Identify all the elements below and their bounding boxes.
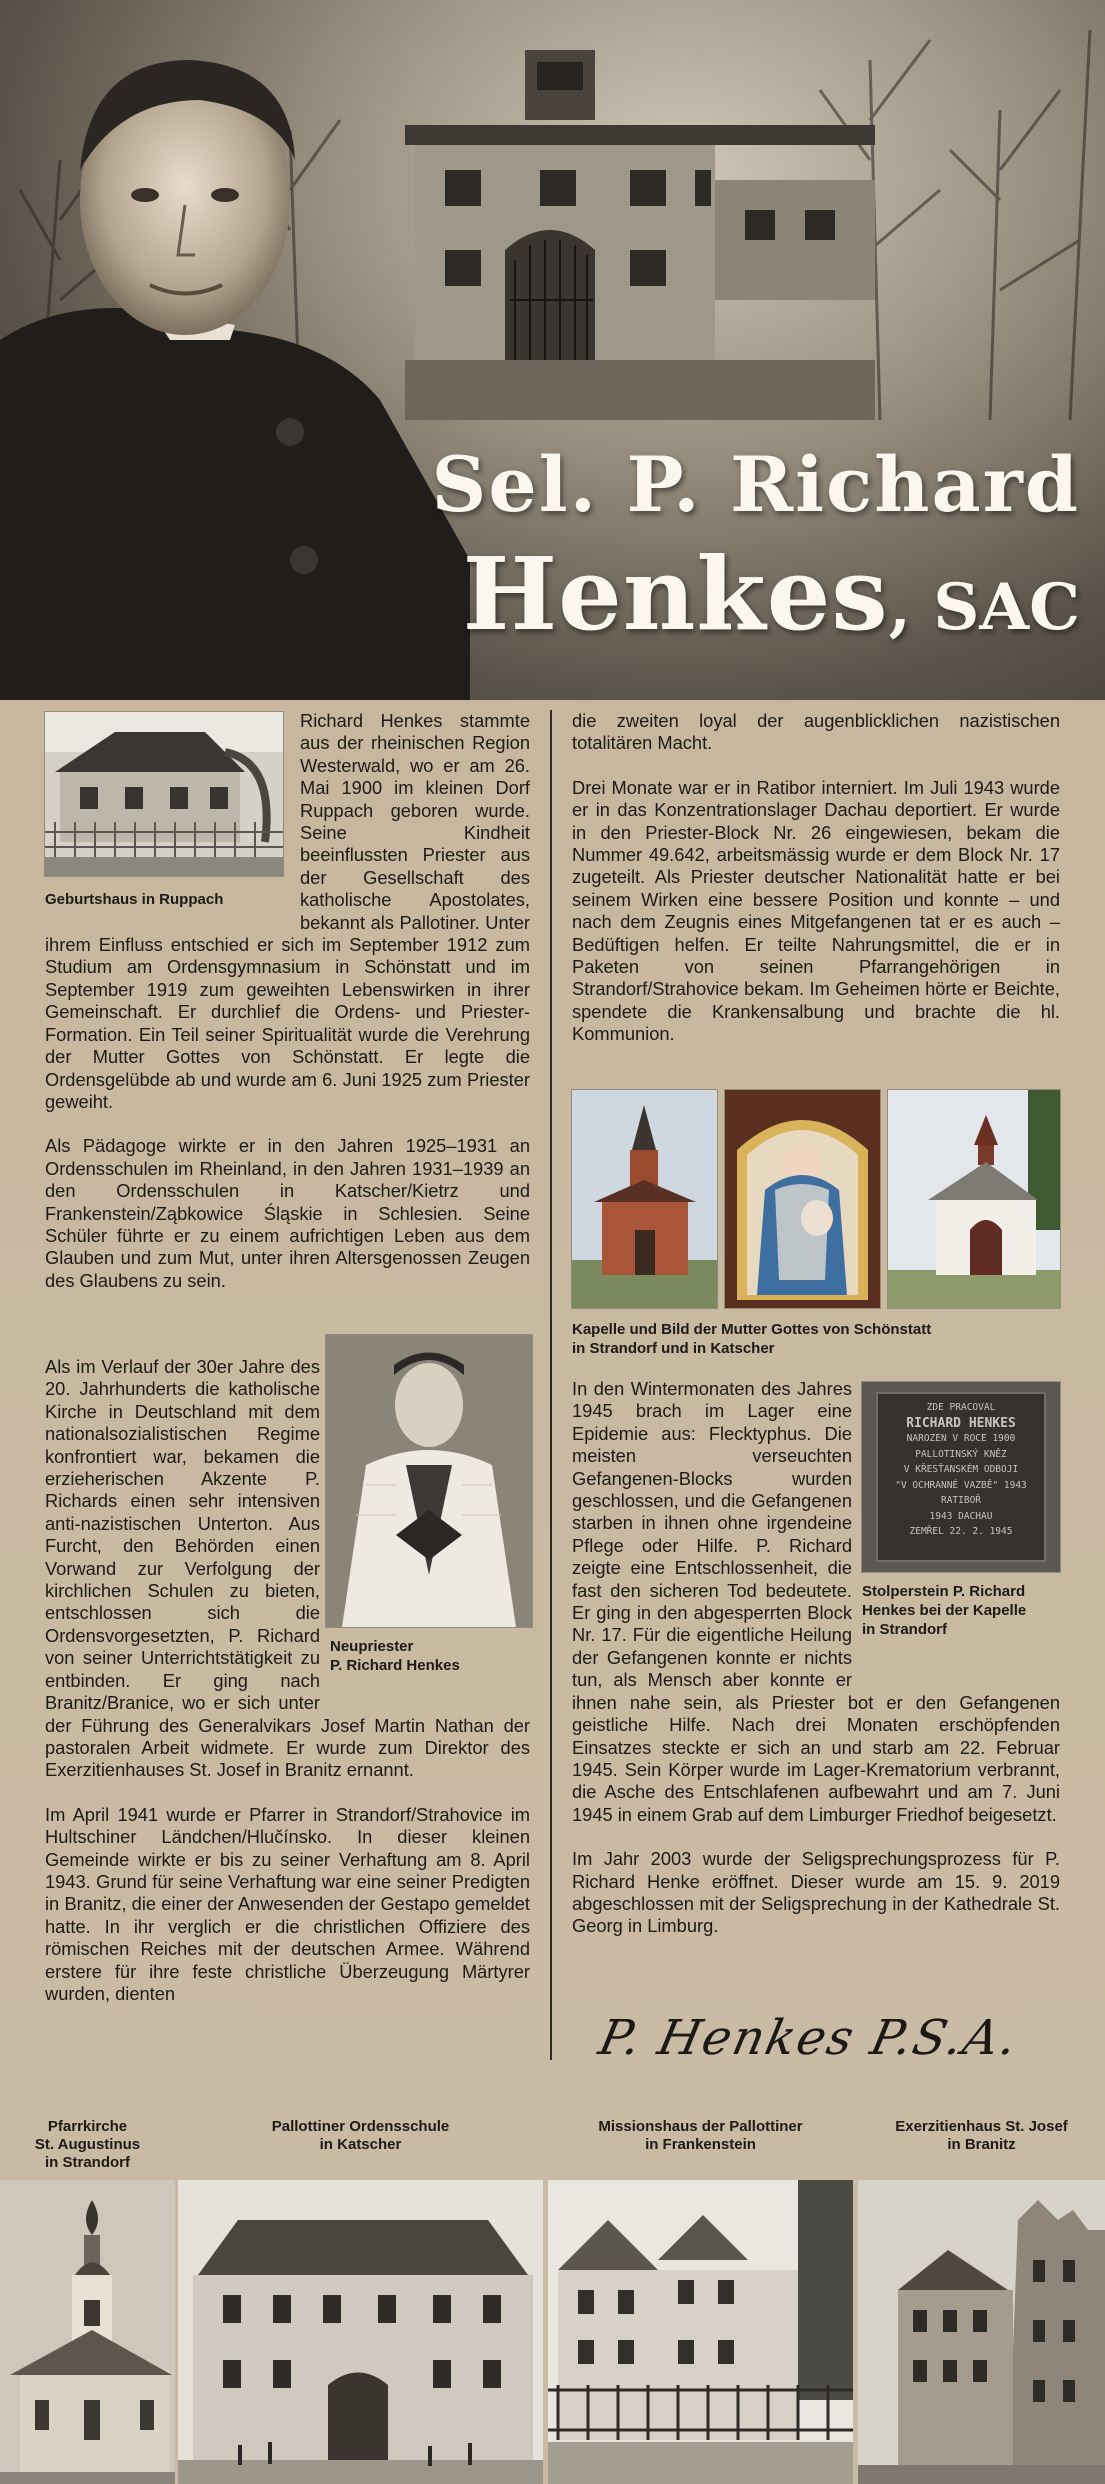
stone-line-3: NAROZEN V ROCE 1900 [906,1433,1016,1444]
right-column-bottom [572,1378,1060,1960]
caption-pfarrkirche [0,2118,175,2172]
text-para-r1: die zweiten loyal der augenblicklichen nazistischen totalitären Macht. [572,710,1060,754]
text-para-4: Im April 1941 wurde er Pfarrer in Strandorf/Strahovice im Hultschiner Ländchen/Hlučínsko. In dieser kleinen Gemeinde wirkte er bis zu seiner Verhaftung am 8. April 1943. Grund für seine Verhaftung war eine seiner Predigten in Branitz, die einer der Anwesenden der Gestapo gemeldet hatte. In ihr verglich er die christlichen Offiziere des römischen Reiches mit der deutschen Armee. Während erstere für ihre feste christliche Überzeugung Märtyrer wurden, dienten [45,1803,530,2004]
text-para-1: Richard Henkes stammte aus der rheinischen Region Westerwald, wo er am 26. Mai 1900 im kleinen Dorf Ruppach geboren wurde. Seine Kindheit beeinflussten Priester aus der Gesellschaft des katholische Apostolates, bekannt als Pallotiner. Unter ihrem Einfluss entschied er sich im September 1912 zum Studium am Ordensgymnasium in Schönstatt und im September 1919 zum geweihten Lebenswirken in ihrer Gemeinschaft. Er durchlief die Ordens- und Priester-Formation. Ein Teil seiner Spiritualität wurde die Verehrung der Mutter Gottes von Schönstatt. Er legte die Ordensgelübde ab und wurde am 6. Juni 1925 zum Priester geweiht. [45,710,530,1112]
text-para-3: Als im Verlauf der 30er Jahre des 20. Jahrhunderts die katholische Kirche in Deutschland mit dem nationalsozialistischen Regime konfrontiert war, bekamen die erzieherischen Akzente P. Richards einen sehr intensiven anti-nazistischen Unterton. Aus Furcht, den Behörden einen Vorwand zur Verfolgung der kirchlichen Schulen zu bieten, entschlossen sich die Ordensvorgesetzten, P. Richard von seiner Unterrichtstätigkeit zu entbinden. Er ging nach Branitz/Branice, wo er sich unter der Führung des Generalvikars Josef Martin Nathan der pastoralen Arbeit widmete. Er wurde zum Direktor des Exerzitienhauses St. Josef in Branitz ernannt. [45,1356,530,1781]
title-line-2 [360,535,1080,653]
caption-neupriester-line1: Neupriester [330,1638,414,1655]
stone-line-2: RICHARD HENKES [906,1415,1016,1431]
caption-exerzitienhaus-line1: Exerzitienhaus St. Josef [895,2118,1068,2135]
photo-chapel-katscher [888,1090,1060,1308]
photo-ordensschule [178,2180,543,2484]
text-para-r4: Im Jahr 2003 wurde der Seligsprechungsprozess für P. Richard Henke eröffnet. Dieser wurde am 15. 9. 2019 abgeschlossen mit der Seligsprechung in der Kathedrale St. Georg in Limburg. [572,1848,1060,1937]
caption-exerzitienhaus [858,2118,1105,2154]
hero-collage [0,0,1105,700]
stone-line-5: V KŘESŤANSKÉM ODBOJI [903,1464,1019,1475]
caption-pfarrkirche-line2: St. Augustinus [34,2136,141,2153]
caption-exerzitienhaus-line2: in Branitz [947,2136,1016,2153]
stone-line-7: RATIBOŘ [940,1495,982,1506]
text-para-r2: Drei Monate war er in Ratibor interniert. Im Juli 1943 wurde er in das Konzentrationslager Dachau deportiert. Er wurde in den Priester-Block Nr. 26 eingewiesen, bekam die Nummer 49.642, arbeitsmässig wurde er dem Block Nr. 17 zugeteilt. Als Priester deutscher Nationalität hatte er bei seinem Wirken eine bessere Position und konnte – und nach dem Zeugnis eines Mitgefangenen tat er es auch – Bedüftigen helfen. Er teilte Nahrungsmittel, die er in Paketen von seinen Pfarrangehörigen in Strandorf/Strahovice bekam. Im Geheimen hörte er Beichte, spendete die Krankensalbung und brachte die hl. Kommunion. [572,776,1060,1045]
photo-pfarrkirche [0,2180,175,2484]
caption-geburtshaus: Geburtshaus in Ruppach [45,891,224,908]
float-spacer-2 [320,1356,530,1694]
caption-missionshaus [548,2118,853,2154]
caption-stolperstein-line2: Henkes bei der Kapelle [862,1602,1027,1619]
caption-pfarrkirche-line1: Pfarrkirche [47,2118,128,2135]
stone-line-8: 1943 DACHAU [929,1510,993,1522]
float-spacer-1 [45,710,300,918]
photo-mother-of-god-schoenstatt [725,1090,880,1308]
caption-ordensschule [178,2118,543,2154]
caption-chapels-line1: Kapelle und Bild der Mutter Gottes von Schönstatt [572,1321,932,1338]
caption-neupriester-line2: P. Richard Henkes [330,1657,460,1674]
right-column-top [572,710,1060,1068]
signature [594,2010,1060,2100]
text-para-2: Als Pädagoge wirkte er in den Jahren 1925–1931 an Ordensschulen im Rheinland, in den Jahren 1931–1939 an den Ordensschulen in Katscher/Kietrz und Frankenstein/Ząbkowice Śląskie in Schlesien. Seine Schüler führte er zu einem aufrichtigen Leben aus dem Glauben und zum Mut, unter ihren Altersgenossen Zeugen des Glaubens zu sein. [45,1135,530,1291]
photo-chapel-strandorf [572,1090,717,1308]
text-para-r3: In den Wintermonaten des Jahres 1945 brach im Lager eine Epidemie aus: Flecktyphus. Die meisten verseuchten Gefangenen-Blocks wurden geschlossen, und die Gefangenen starben in ihnen ohne irgendeine Pflege oder Hilfe. P. Richard zeigte eine Entschlossenheit, die fast den sicheren Tod bedeutete. Er ging in den abgesperrten Block Nr. 17. Für die eigentliche Heilung der Gefangenen konnte er nichts tun, als Mensch aber konnte er ihnen nahe sein, als Priester bot er den Gefangenen geistliche Hilfe. Nach drei Monaten erschöpfenden Einsatzes steckte er sich an und starb am 22. Februar 1945. Sein Körper wurde im Lager-Krematorium verbrannt, die Asche des Entschlafenen aufbewahrt und am 7. Juni 1945 in einem Grab auf dem Limburger Friedhof beigesetzt. [572,1378,1060,1825]
left-column-para1 [45,710,530,1314]
title-suffix: , SAC [888,570,1080,645]
caption-chapels [572,1320,931,1358]
title-line-1: Sel. P. Richard [431,440,1080,529]
float-spacer-3 [852,1378,1060,1674]
caption-pfarrkirche-line3: in Strandorf [45,2154,130,2171]
stone-line-6: "V OCHRANNÉ VAZBĚ" 1943 [895,1479,1027,1491]
left-column-para3 [45,1356,530,2027]
caption-ordensschule-line2: in Katscher [319,2136,402,2153]
stone-line-1: ZDE PRACOVAL [926,1402,996,1413]
caption-missionshaus-line2: in Frankenstein [645,2136,756,2153]
signature-text: P. Henkes P.S.A. [594,2010,1024,2066]
caption-stolperstein-line1: Stolperstein P. Richard [862,1583,1026,1600]
photo-exerzitienhaus [858,2180,1105,2484]
caption-chapels-line2: in Strandorf und in Katscher [572,1340,775,1357]
caption-ordensschule-line1: Pallottiner Ordensschule [271,2118,450,2135]
title-name: Henkes [462,535,889,653]
dachau-gatehouse-image [405,40,875,420]
caption-missionshaus-line1: Missionshaus der Pallottiner [598,2118,803,2135]
column-divider [550,710,552,2060]
caption-stolperstein-line3: in Strandorf [862,1621,947,1638]
photo-missionshaus [548,2180,853,2484]
stone-line-9: ZEMŘEL 22. 2. 1945 [909,1526,1013,1537]
stone-line-4: PALLOTINSKÝ KNĚZ [915,1448,1007,1460]
